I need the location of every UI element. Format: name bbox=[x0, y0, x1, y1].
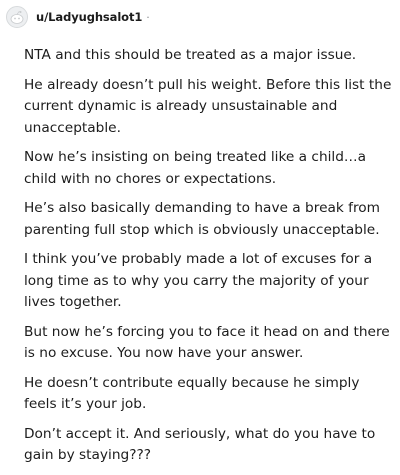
comment-paragraph: He’s also basically demanding to have a break from parenting full stop which is obviously unacceptable. bbox=[24, 200, 381, 238]
comment-paragraph: He doesn’t contribute equally because he simply feels it’s your job. bbox=[24, 374, 360, 412]
snoo-avatar-icon bbox=[7, 7, 27, 27]
comment-header bbox=[6, 6, 150, 28]
comment-body bbox=[24, 45, 392, 475]
username-link[interactable]: u/Ladyughsalot1 bbox=[36, 10, 143, 24]
separator-dot: · bbox=[146, 10, 150, 24]
comment-paragraph: Don’t accept it. And seriously, what do you have to gain by staying??? bbox=[24, 425, 376, 463]
comment-paragraph: But now he’s forcing you to face it head on and there is no excuse. You now have your answer. bbox=[24, 323, 390, 361]
comment-paragraph: I think you’ve probably made a lot of excuses for a long time as to why you carry the majority of your lives together. bbox=[24, 251, 373, 310]
comment-paragraph: NTA and this should be treated as a major issue. bbox=[24, 47, 357, 63]
comment-paragraph: Now he’s insisting on being treated like a child…a child with no chores or expectations. bbox=[24, 149, 366, 187]
comment-paragraph: He already doesn’t pull his weight. Before this list the current dynamic is already unsustainable and unacceptable. bbox=[24, 76, 392, 136]
avatar[interactable] bbox=[6, 6, 28, 28]
